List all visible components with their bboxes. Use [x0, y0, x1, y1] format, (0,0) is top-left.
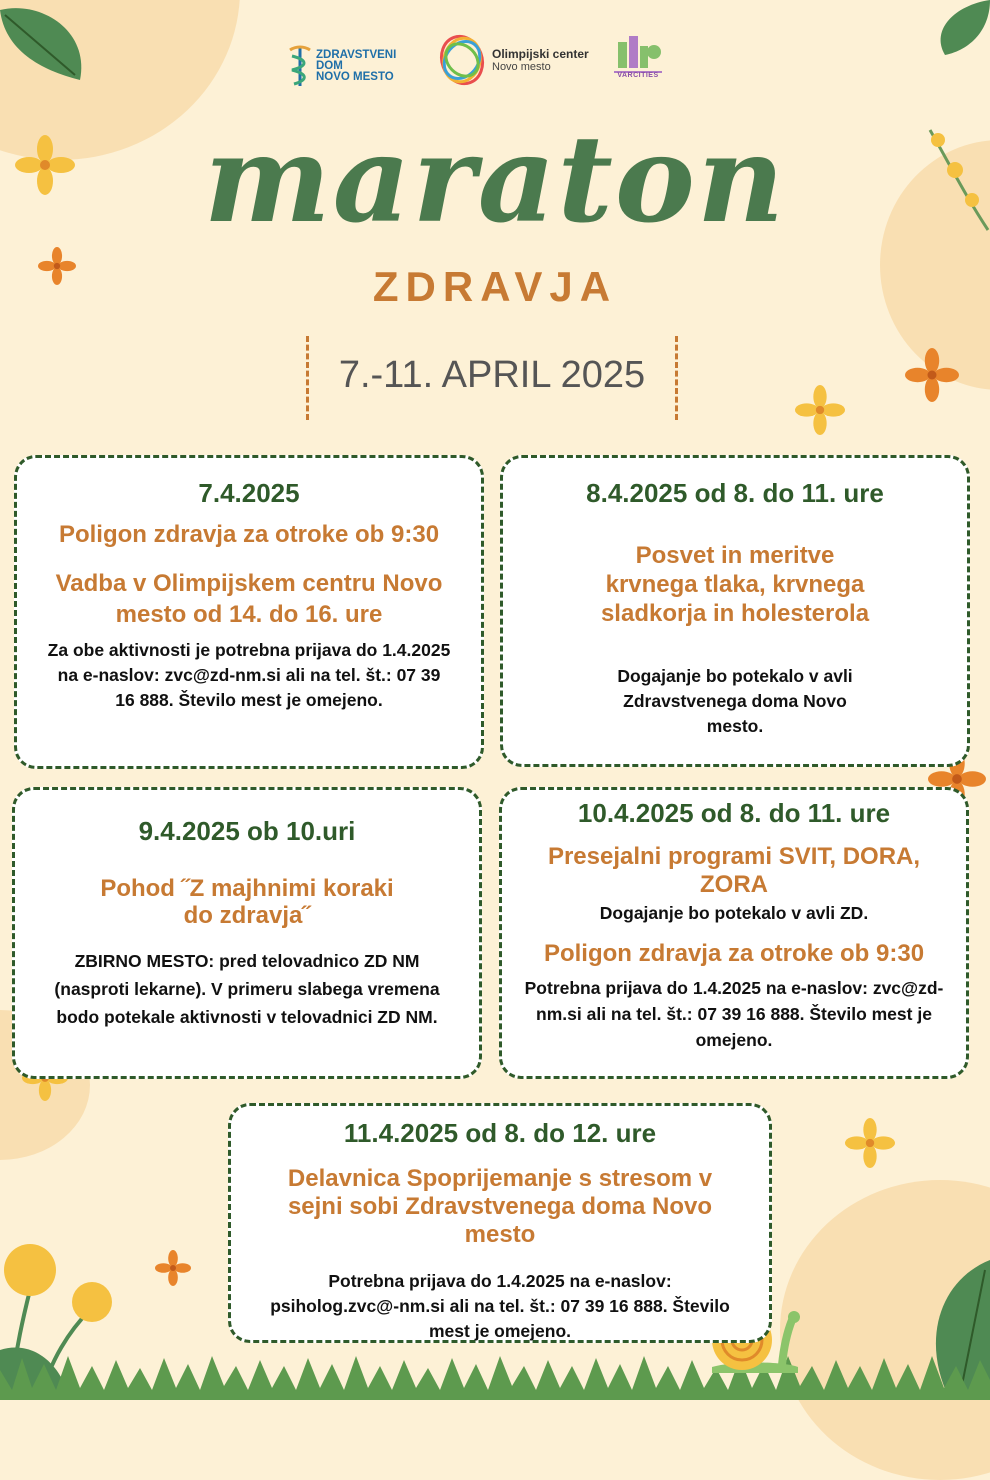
logo-zdravstveni-dom [288, 44, 396, 88]
card-info: Dogajanje bo potekalo v avli ZD. [599, 903, 869, 923]
event-card-day5 [228, 1103, 772, 1343]
card-activity: Delavnica Spoprijemanje s stresom v sejni sobi Zdravstvenega doma Novo mesto [287, 1165, 713, 1248]
card-date: 9.4.2025 ob 10.uri [138, 816, 356, 846]
card-date: 11.4.2025 od 8. do 12. ure [343, 1118, 657, 1148]
event-dates: 7.-11. APRIL 2025 [338, 354, 646, 396]
event-subtitle: ZDRAVJA [372, 263, 618, 310]
card-info: Potrebna prijava do 1.4.2025 na e-naslov: psiholog.zvc@-nm.si ali na tel. št.: 07 39 16 888. Število mest je omejeno. [270, 1271, 730, 1341]
olympic-rings-icon [436, 32, 488, 88]
city-icon [610, 32, 666, 88]
event-title: maraton [203, 109, 787, 250]
card-info: Za obe aktivnosti je potrebna prijava do 1.4.2025 na e-naslov: zvc@zd-nm.si ali na tel. št.: 07 39 16 888. Število mest je omejeno. [47, 640, 451, 710]
flower-icon [155, 1250, 191, 1286]
grass-decoration [0, 1350, 990, 1400]
card-info: ZBIRNO MESTO: pred telovadnico ZD NM (nasproti lekarne). V primeru slabega vremena bodo potekale aktivnosti v telovadnici ZD NM. [54, 951, 440, 1027]
logo-zd-line2: DOM [316, 59, 343, 72]
card-date: 7.4.2025 [198, 478, 300, 508]
card-activity: Presejalni programi SVIT, DORA, ZORA [547, 843, 921, 898]
flower-icon [845, 1118, 895, 1168]
card-date: 8.4.2025 od 8. do 11. ure [586, 478, 884, 508]
logo-oc-line2: Novo mesto [492, 61, 551, 73]
card-info: Dogajanje bo potekalo v avli Zdravstvenega doma Novo mesto. [617, 666, 853, 736]
logo-oc-line1: Olimpijski center [492, 47, 589, 61]
date-divider-right [675, 336, 678, 420]
card-activity: Vadba v Olimpijskem centru Novo mesto od 14. do 16. ure [55, 570, 443, 628]
card-activity: Poligon zdravja za otroke ob 9:30 [58, 521, 440, 548]
card-date: 10.4.2025 od 8. do 11. ure [577, 798, 891, 828]
event-card-day4 [499, 787, 969, 1079]
partner-logos [0, 30, 990, 90]
event-card-day1 [14, 455, 484, 769]
logo-zd-line3: NOVO MESTO [316, 70, 394, 83]
logo-varcities-label: VARCITIES [617, 72, 659, 79]
card-activity: Poligon zdravja za otroke ob 9:30 [543, 940, 925, 967]
logo-zd-line1: ZDRAVSTVENI [316, 48, 397, 61]
card-info: Potrebna prijava do 1.4.2025 na e-naslov: zvc@zd-nm.si ali na tel. št.: 07 39 16 888. Število mest je omejeno. [524, 978, 944, 1050]
event-card-day3 [12, 787, 482, 1079]
card-activity: Pohod ˝Z majhnimi koraki do zdravja˝ [100, 875, 394, 929]
card-activity: Posvet in meritve krvnega tlaka, krvnega sladkorja in holesterola [600, 542, 870, 627]
caduceus-icon [288, 44, 312, 88]
flower-icon [905, 348, 959, 402]
event-date-range [306, 336, 678, 420]
event-card-day2 [500, 455, 970, 767]
flower-icon [795, 385, 845, 435]
logo-olimpijski-center [436, 32, 589, 88]
logo-varcities [610, 32, 666, 92]
